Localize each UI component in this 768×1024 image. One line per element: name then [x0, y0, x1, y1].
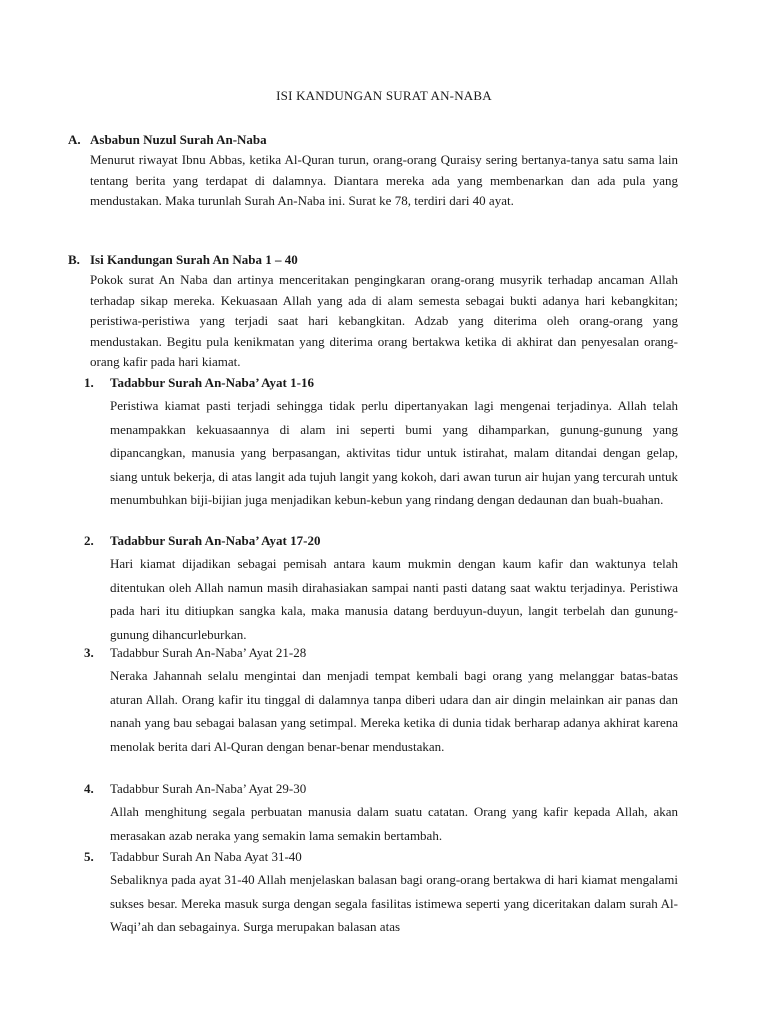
list-item-title: Tadabbur Surah An-Naba’ Ayat 21-28: [110, 645, 307, 660]
list-item-2: [84, 530, 678, 646]
list-item-number: 2.: [84, 533, 94, 548]
list-item-1: [84, 372, 678, 512]
list-item-3: [84, 642, 678, 758]
list-item-heading: [84, 846, 678, 868]
list-item-heading: [84, 778, 678, 800]
list-item-number: 4.: [84, 781, 94, 796]
list-item-heading: [84, 642, 678, 664]
list-item-number: 5.: [84, 849, 94, 864]
list-item-title: Tadabbur Surah An-Naba’ Ayat 1-16: [110, 375, 314, 390]
list-item-title: Tadabbur Surah An-Naba’ Ayat 29-30: [110, 781, 307, 796]
list-item-number: 1.: [84, 375, 94, 390]
section-a-title: Asbabun Nuzul Surah An-Naba: [90, 132, 267, 147]
list-item-body: Neraka Jahannah selalu mengintai dan menjadi tempat kembali bagi orang yang melanggar batas-batas aturan Allah. Orang kafir itu tinggal di dalamnya tanpa diberi udara dan air dingin melainkan air panas dan nanah yang bau sebagai balasan yang setimpal. Mereka ketika di dunia tidak berharap adanya akhirat karena menolak berita dari Al-Quran dengan benar-benar mendustakan.: [110, 668, 678, 754]
list-item-number: 3.: [84, 645, 94, 660]
list-item-title: Tadabbur Surah An-Naba’ Ayat 17-20: [110, 533, 321, 548]
list-item-body: Hari kiamat dijadikan sebagai pemisah antara kaum mukmin dengan kaum kafir dan waktunya telah ditentukan oleh Allah namun masih dirahasiakan sampai nanti pasti datang saat waktu terjadinya. Peristiwa pada hari itu ditiupkan sangka kala, maka manusia datang berduyun-duyun, langit terbelah dan gunung-gunung dihancurleburkan.: [110, 556, 678, 642]
list-item-body: Peristiwa kiamat pasti terjadi sehingga tidak perlu dipertanyakan lagi mengenai terjadinya. Allah telah menampakkan kekuasaannya di alam ini seperti bumi yang dihamparkan, gunung-gunung yang dipancangkan, manusia yang berpasangan, aktivitas tidur untuk istirahat, malam ditandai dengan gelap, siang untuk bekerja, di atas langit ada tujuh langit yang kokoh, dari awan turun air hujan yang tercurah untuk menumbuhkan biji-bijian juga menjadikan kebun-kebun yang rindang dengan dedaunan dan buah-buahan.: [110, 398, 678, 507]
section-a-heading: [68, 130, 678, 150]
section-a-letter: A.: [68, 132, 81, 147]
list-item-body: Sebaliknya pada ayat 31-40 Allah menjelaskan balasan bagi orang-orang bertakwa di hari kiamat mengalami sukses besar. Mereka masuk surga dengan segala fasilitas istimewa seperti yang diceritakan dalam surah Al-Waqi’ah dan sebagainya. Surga merupakan balasan atas: [110, 872, 678, 934]
section-b-title: Isi Kandungan Surah An Naba 1 – 40: [90, 252, 298, 267]
list-item-body: Allah menghitung segala perbuatan manusia dalam suatu catatan. Orang yang kafir kepada Allah, akan merasakan azab neraka yang semakin lama semakin bertambah.: [110, 804, 678, 843]
list-item-5: [84, 846, 678, 939]
section-a: [68, 130, 678, 212]
list-item-heading: [84, 530, 678, 552]
list-item-4: [84, 778, 678, 847]
section-b-body: Pokok surat An Naba dan artinya menceritakan pengingkaran orang-orang musyrik terhadap ancaman Allah terhadap sikap mereka. Kekuasaan Allah yang ada di alam semesta sebagai bukti adanya hari kebangkitan; peristiwa-peristiwa yang terjadi saat hari kebangkitan. Adzab yang diterima oleh orang-orang yang mendustakan. Begitu pula kenikmatan yang diterima orang bertakwa ketika di akhirat dan penyesalan orang-orang kafir pada hari kiamat.: [90, 272, 678, 369]
list-item-title: Tadabbur Surah An Naba Ayat 31-40: [110, 849, 302, 864]
section-b: [68, 250, 678, 373]
document-title: ISI KANDUNGAN SURAT AN-NABA: [276, 88, 492, 103]
section-b-letter: B.: [68, 252, 80, 267]
section-a-body: Menurut riwayat Ibnu Abbas, ketika Al-Quran turun, orang-orang Quraisy sering bertanya-tanya satu sama lain tentang berita yang terdapat di dalamnya. Diantara mereka ada yang membenarkan dan ada pula yang mendustakan. Maka turunlah Surah An-Naba ini. Surat ke 78, terdiri dari 40 ayat.: [90, 152, 678, 208]
section-b-heading: [68, 250, 678, 270]
list-item-heading: [84, 372, 678, 394]
